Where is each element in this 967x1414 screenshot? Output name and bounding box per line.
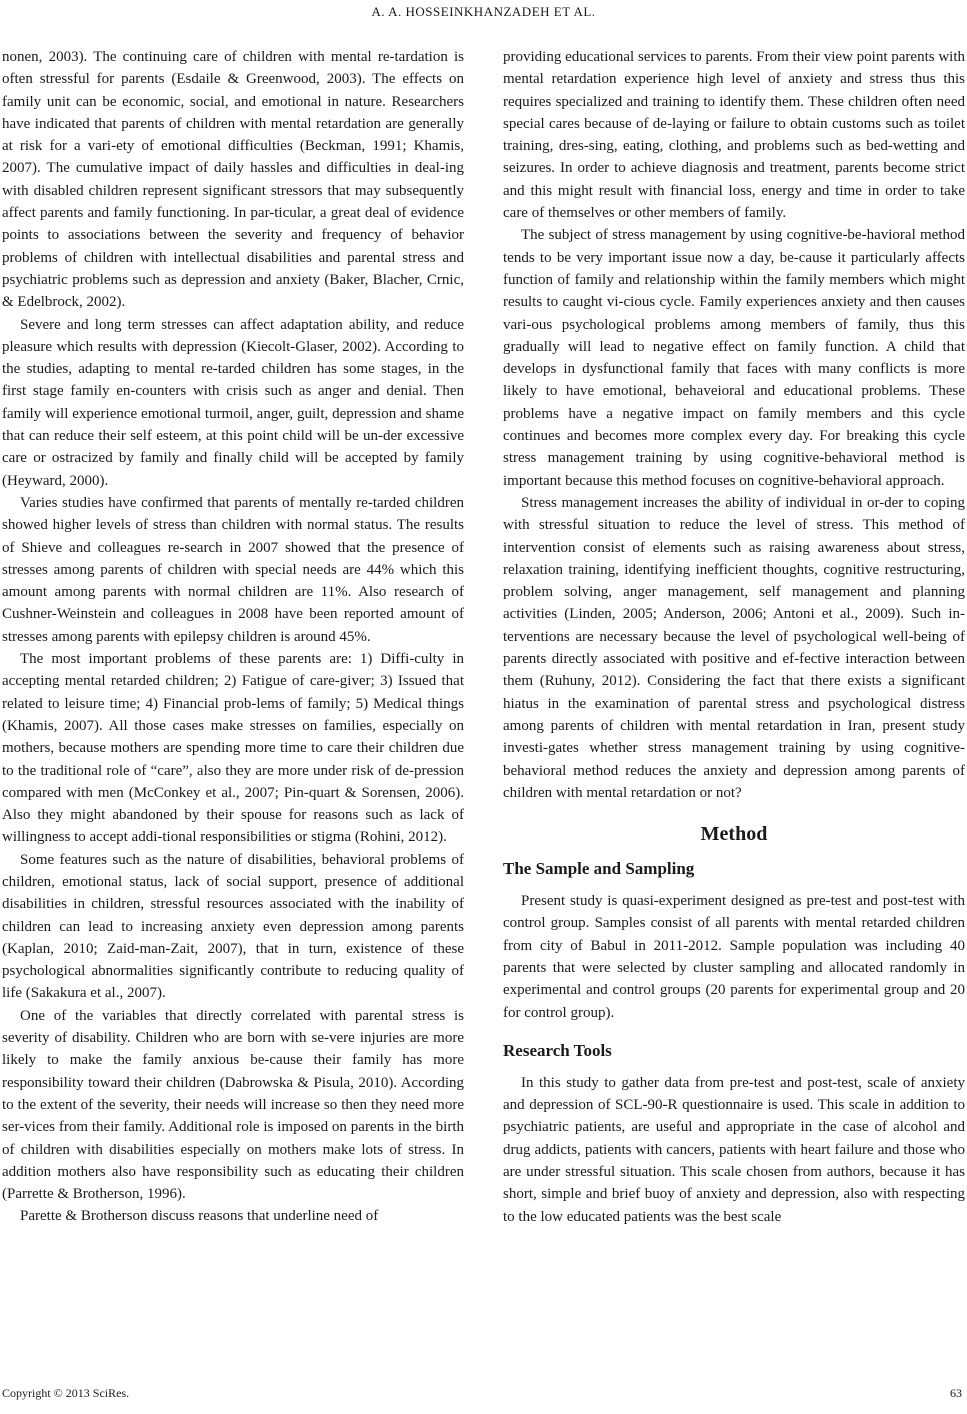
body-paragraph: Varies studies have confirmed that parents of mentally re-tarded children showed higher levels of stress than children with normal status. The results of Shieve and colleagues re-search in 2007 showed that the presence of stresses among parents of children with special needs are 44% which this amount among parents with normal children are 11%. Also research of Cushner-Weinstein and colleagues in 2008 have been reported amount of stresses among parents with epilepsy children is around 45%. bbox=[2, 494, 464, 645]
body-paragraph: The subject of stress management by using cognitive-be-havioral method tends to be very important issue now a day, be-cause it particularly affects function of family and relationship within the family members which might results to caught vi-cious cycle. Family experiences anxiety and then causes vari-ous psychological problems among members of family, thus this gradually will lead to negative effect on family function. A child that develops in dysfunctional family that faces with many conflicts is more likely to have emotional, behaveioral and educational problems. These problems have a negative impact on family members and this cycle continues and becomes more complex every day. For breaking this cycle stress management training by using cognitive-behavioral method is important because this method focuses on cognitive-behavioral approach. bbox=[503, 227, 965, 489]
section-heading-method: Method bbox=[700, 823, 768, 846]
body-paragraph: Stress management increases the ability of individual in or-der to coping with stressful situation to reduce the level of stress. This method of intervention consist of elements such as raising awareness about stress, relaxation training, identifying inefficient thoughts, cognitive restructuring, problem solving, anger management, self management and planning activities (Linden, 2005; Anderson, 2006; Antoni et al., 2009). Such in-terventions are necessary because the level of psychological well-being of parents directly associated with positive and ef-fective interaction between them (Ruhuny, 2012). Considering the fact that there exists a significant hiatus in the examination of parental stress and psychological distress among parents of children with mental retardation in Iran, present study investi-gates whether stress management training by using cognitive-behavioral method reduces the anxiety and depression among parents of children with mental retardation or not? bbox=[503, 494, 965, 801]
body-paragraph: providing educational services to parents. From their view point parents with mental retardation experience high level of anxiety and stress thus this requires specialized and training to identify them. These children often need special cares because of de-laying or failure to obtain customs such as toilet training, dres-sing, eating, clothing, and problems such as bed-wetting and seizures. In order to achieve diagnosis and treatment, parents become strict and this might result with financial loss, energy and time in order to take care of themselves or other members of family. bbox=[503, 49, 965, 222]
running-header: A. A. HOSSEINKHANZADEH ET AL. bbox=[371, 4, 596, 19]
subsection-heading-tools: Research Tools bbox=[503, 1040, 612, 1060]
body-paragraph: Severe and long term stresses can affect adaptation ability, and reduce pleasure which results with depression (Kiecolt-Glaser, 2002). According to the studies, adapting to mental re-tarded children has some stages, in the first stage family en-counters with crisis such as anger and denial. Then family will experience emotional turmoil, anger, guilt, depression and shame that can reduce their self esteem, at this point child will be un-der excessive care or ostracized by family and finally child will be accepted by family (Heyward, 2000). bbox=[2, 316, 464, 489]
body-paragraph: Parette & Brotherson discuss reasons that underline need of bbox=[20, 1208, 379, 1225]
body-paragraph: The most important problems of these parents are: 1) Diffi-culty in accepting mental retarded children; 2) Fatigue of care-giver; 3) Issued that related to leisure time; 4) Financial prob-lems of family; 5) Medical things (Khamis, 2007). All those cases make stresses on families, especially on mothers, because mothers are spending more time to care their children due to the traditional role of “care”, also they are more under risk of de-pression compared with men (McConkey et al., 2007; Pin-quart & Sorensen, 2006). Also they might abandoned by their spouse for reasons such as lack of willingness to accept addi-tional responsibilities or stigma (Rohini, 2012). bbox=[2, 651, 464, 846]
right-column bbox=[503, 46, 965, 1228]
body-paragraph: Present study is quasi-experiment designed as pre-test and post-test with control group. Samples consist of all parents with mental retarded children from city of Babul in 2011-2012. Sample population was including 40 parents that were selected by cluster sampling and allocated randomly in experimental and control groups (20 parents for experimental group and 20 for control group). bbox=[503, 893, 965, 1021]
page-number: 63 bbox=[950, 1386, 962, 1400]
body-paragraph: One of the variables that directly correlated with parental stress is severity of disability. Children who are born with se-vere injuries are more likely to make the family anxious be-cause their family has more responsibility toward their children (Dabrowska & Pisula, 2010). According to the extent of the severity, their needs will increase so then they need more ser-vices from their family. Additional role is imposed on parents in the birth of children with disabilities especially on mothers make lots of stress. In addition mothers also have responsibility such as educating their children (Parrette & Brotherson, 1996). bbox=[2, 1007, 464, 1203]
copyright-footer: Copyright © 2013 SciRes. bbox=[2, 1386, 130, 1400]
left-column bbox=[2, 46, 464, 1228]
body-paragraph: nonen, 2003). The continuing care of children with mental re-tardation is often stressful for parents (Esdaile & Greenwood, 2003). The effects on family unit can be economic, social, and emotional in nature. Researchers have indicated that parents of children with mental retardation are generally at risk for a vari-ety of emotional difficulties (Beckman, 1991; Khamis, 2007). The cumulative impact of daily hassles and difficulties in deal-ing with disabled children represent significant stressors that may subsequently affect parents and family functioning. In par-ticular, a great deal of evidence points to associations between the severity and frequency of behavior problems of children with intellectual disabilities and parental stress and psychiatric problems such as depression and anxiety (Baker, Blacher, Crnic, & Edelbrock, 2002). bbox=[2, 49, 464, 311]
subsection-heading-sample: The Sample and Sampling bbox=[503, 859, 695, 879]
body-paragraph: In this study to gather data from pre-test and post-test, scale of anxiety and depression of SCL-90-R questionnaire is used. This scale in addition to psychiatric patients, are useful and appropriate in the case of alcohol and drug addicts, patients with cancers, patients with heart failure and those who are under stressful situation. This scale chosen from authors, because it has short, simple and brief buoy of anxiety and depression, also with respecting to the low educated patients was the best scale bbox=[503, 1074, 965, 1225]
body-paragraph: Some features such as the nature of disabilities, behavioral problems of children, emotional status, lack of social support, presence of additional disabilities in children, stressful resources associated with the inability of children can lead to increasing anxiety even depression among parents (Kaplan, 2010; Zaid-man-Zait, 2007), that in turn, existence of these psychological abnormalities significantly contribute to reducing quality of life (Sakakura et al., 2007). bbox=[2, 851, 464, 1002]
